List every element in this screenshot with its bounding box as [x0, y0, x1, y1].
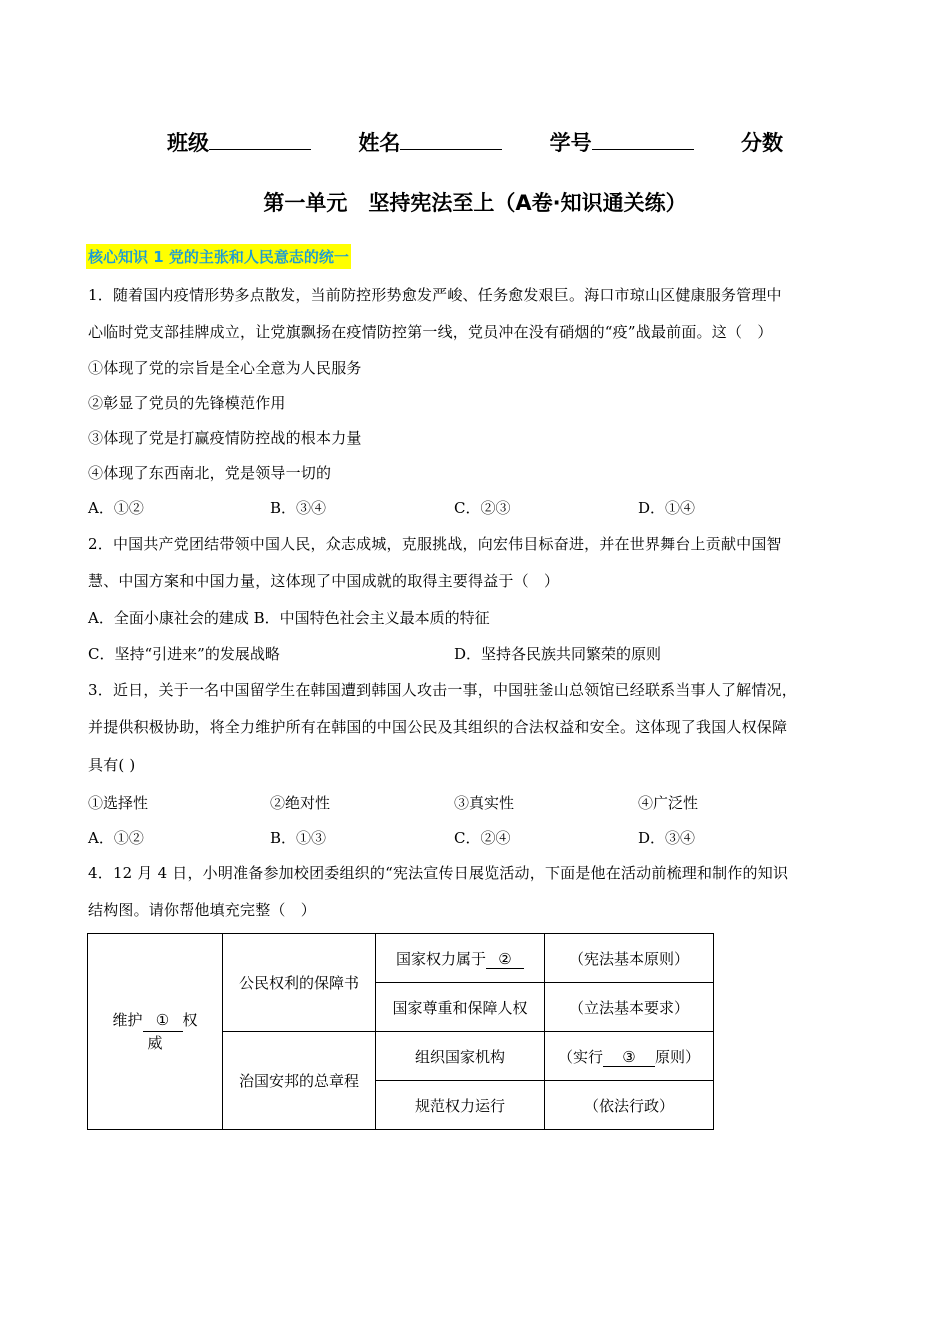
q2-option-d[interactable]: D．坚持各民族共同繁荣的原则 [454, 645, 662, 663]
student-id-blank[interactable] [592, 131, 694, 150]
page-title: 第一单元 坚持宪法至上（A卷·知识通关练） [263, 191, 687, 215]
name-field: 姓名 [358, 127, 502, 157]
q1-statement-3: ③体现了党是打赢疫情防控战的根本力量 [88, 429, 362, 447]
q3-stem-line3: 具有( ) [88, 756, 136, 774]
name-blank[interactable] [400, 131, 502, 150]
class-blank[interactable] [209, 131, 311, 150]
q1-statement-1: ①体现了党的宗旨是全心全意为人民服务 [88, 359, 362, 377]
q4-stem-line1: 4．12 月 4 日，小明准备参加校团委组织的“宪法宣传日展览活动，下面是他在活动前梳理和制作的知识 [88, 864, 789, 882]
section-heading: 核心知识 1 党的主张和人民意志的统一 [86, 244, 351, 269]
cell-legislation-requirement: （立法基本要求） [545, 983, 714, 1032]
cell-constitution-principle: （宪法基本原则） [545, 934, 714, 983]
q3-option-b[interactable]: B．①③ [270, 829, 327, 847]
student-id-field: 学号 [550, 127, 694, 157]
knowledge-structure-table [87, 933, 714, 1130]
cell-national-power: 国家权力属于 ② [376, 934, 545, 983]
mid-cell-governance-charter: 治国安邦的总章程 [223, 1032, 376, 1130]
score-field: 分数 [740, 131, 783, 155]
q3-option-a[interactable]: A．①② [88, 829, 144, 847]
blank-2[interactable]: ② [486, 950, 524, 969]
q3-stem-line2: 并提供积极协助，将全力维护所有在韩国的中国公民及其组织的合法权益和安全。这体现了我国人权保障 [88, 718, 788, 736]
cell-implement-principle: （实行 ③ 原则） [545, 1032, 714, 1081]
q1-option-d[interactable]: D．①④ [638, 499, 696, 517]
q3-statement-3: ③真实性 [454, 794, 515, 812]
q1-stem-line2: 心临时党支部挂牌成立，让党旗飘扬在疫情防控第一线，党员冲在没有硝烟的“疫”战最前面。这（ ） [88, 323, 773, 341]
q1-statement-2: ②彰显了党员的先锋模范作用 [88, 394, 286, 412]
q1-option-a[interactable]: A．①② [88, 499, 144, 517]
student-info-header [0, 127, 950, 157]
q4-stem-line2: 结构图。请你帮他填充完整（ ） [88, 901, 317, 919]
q1-option-b[interactable]: B．③④ [270, 499, 327, 517]
cell-organize-state-organs: 组织国家机构 [376, 1032, 545, 1081]
q1-stem-line1: 1．随着国内疫情形势多点散发，当前防控形势愈发严峻、任务愈发艰巨。海口市琼山区健康服务管理中 [88, 286, 782, 304]
cell-law-based-administration: （依法行政） [545, 1081, 714, 1130]
q2-option-ab[interactable]: A．全面小康社会的建成 B．中国特色社会主义最本质的特征 [88, 609, 490, 627]
q1-option-c[interactable]: C．②③ [454, 499, 511, 517]
q2-stem-line1: 2．中国共产党团结带领中国人民，众志成城，克服挑战，向宏伟目标奋进，并在世界舞台上贡献中国智 [88, 535, 782, 553]
q3-statement-1: ①选择性 [88, 794, 149, 812]
blank-3[interactable]: ③ [603, 1048, 655, 1067]
blank-1[interactable]: ① [143, 1009, 183, 1032]
cell-regulate-power: 规范权力运行 [376, 1081, 545, 1130]
mid-cell-citizen-rights: 公民权利的保障书 [223, 934, 376, 1032]
q3-statement-2: ②绝对性 [270, 794, 331, 812]
q1-statement-4: ④体现了东西南北，党是领导一切的 [88, 464, 332, 482]
root-cell: 维护 ① 权 威 [88, 934, 223, 1130]
q3-stem-line1: 3．近日，关于一名中国留学生在韩国遭到韩国人攻击一事，中国驻釜山总领馆已经联系当事人了解情况， [88, 681, 797, 699]
q3-option-c[interactable]: C．②④ [454, 829, 511, 847]
q2-option-c[interactable]: C．坚持“引进来”的发展战略 [88, 645, 280, 663]
cell-human-rights: 国家尊重和保障人权 [376, 983, 545, 1032]
q3-statement-4: ④广泛性 [638, 794, 699, 812]
class-field: 班级 [167, 127, 311, 157]
q3-option-d[interactable]: D．③④ [638, 829, 696, 847]
q2-stem-line2: 慧、中国方案和中国力量，这体现了中国成就的取得主要得益于（ ） [88, 572, 560, 590]
